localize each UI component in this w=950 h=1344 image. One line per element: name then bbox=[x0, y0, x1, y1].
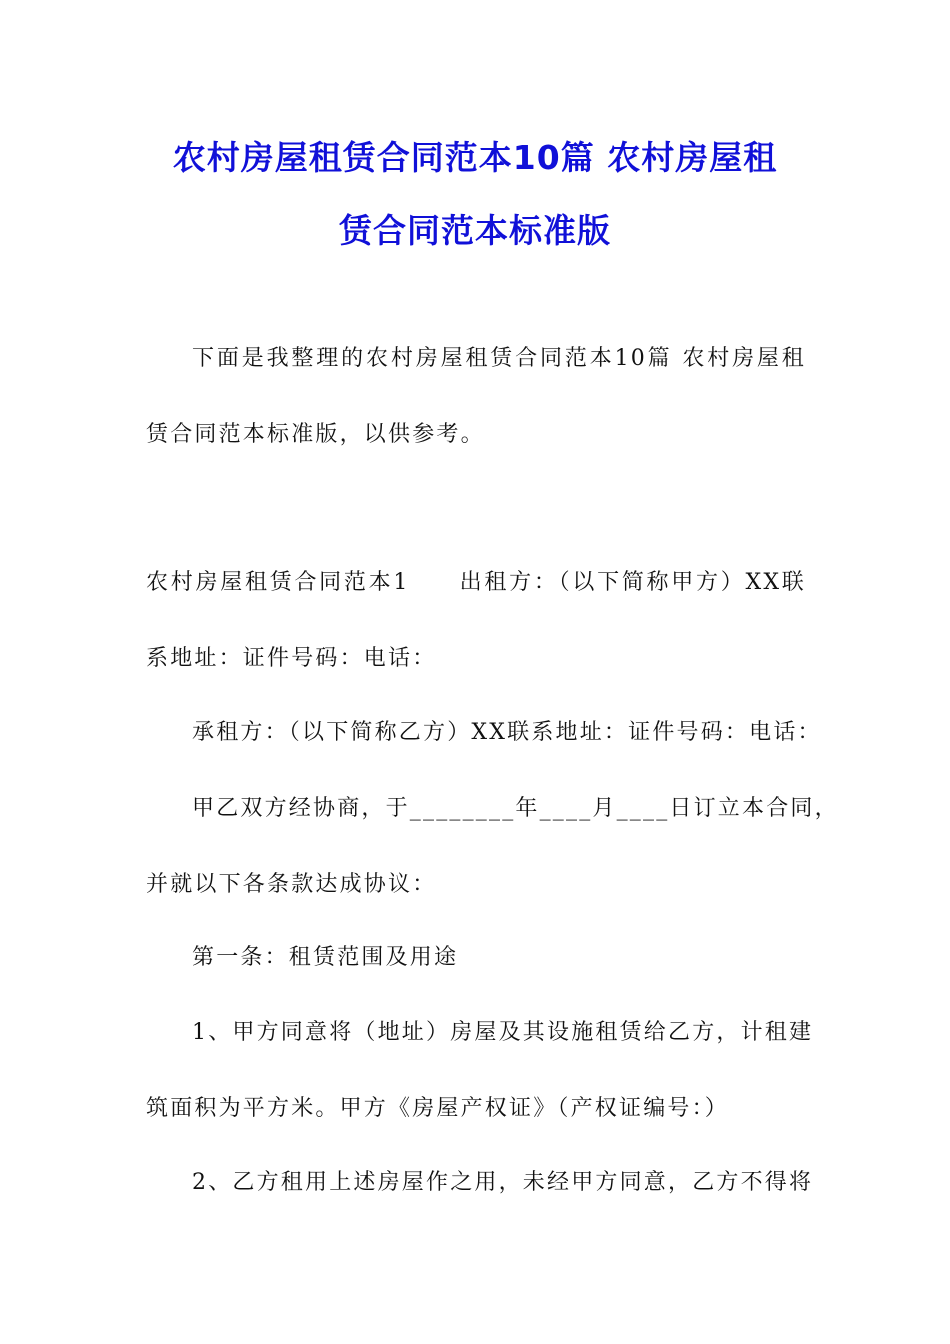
agreement-line-1: 甲乙双方经协商，于________年____月____日订立本合同， bbox=[192, 796, 839, 821]
contract-1-line-1: 农村房屋租赁合同范本1 出租方：（以下简称甲方）XX联 bbox=[146, 570, 806, 595]
document-title-line-1: 农村房屋租赁合同范本10篇 农村房屋租 bbox=[172, 138, 778, 177]
contract-1-line-2: 系地址：证件号码：电话： bbox=[146, 646, 437, 671]
agreement-line-2: 并就以下各条款达成协议： bbox=[146, 872, 437, 897]
intro-paragraph-line-2: 赁合同范本标准版，以供参考。 bbox=[146, 422, 485, 447]
article-1-heading: 第一条：租赁范围及用途 bbox=[192, 945, 459, 970]
clause-1-line-2: 筑面积为平方米。甲方《房屋产权证》（产权证编号：） bbox=[146, 1096, 730, 1121]
intro-paragraph-line-1: 下面是我整理的农村房屋租赁合同范本10篇 农村房屋租 bbox=[192, 346, 806, 371]
document-title-line-2: 赁合同范本标准版 bbox=[339, 211, 611, 250]
clause-2-line-1: 2、乙方租用上述房屋作之用，未经甲方同意，乙方不得将 bbox=[192, 1170, 814, 1195]
clause-1-line-1: 1、甲方同意将（地址）房屋及其设施租赁给乙方，计租建 bbox=[192, 1020, 814, 1045]
lessee-line: 承租方：（以下简称乙方）XX联系地址：证件号码：电话： bbox=[192, 720, 822, 745]
